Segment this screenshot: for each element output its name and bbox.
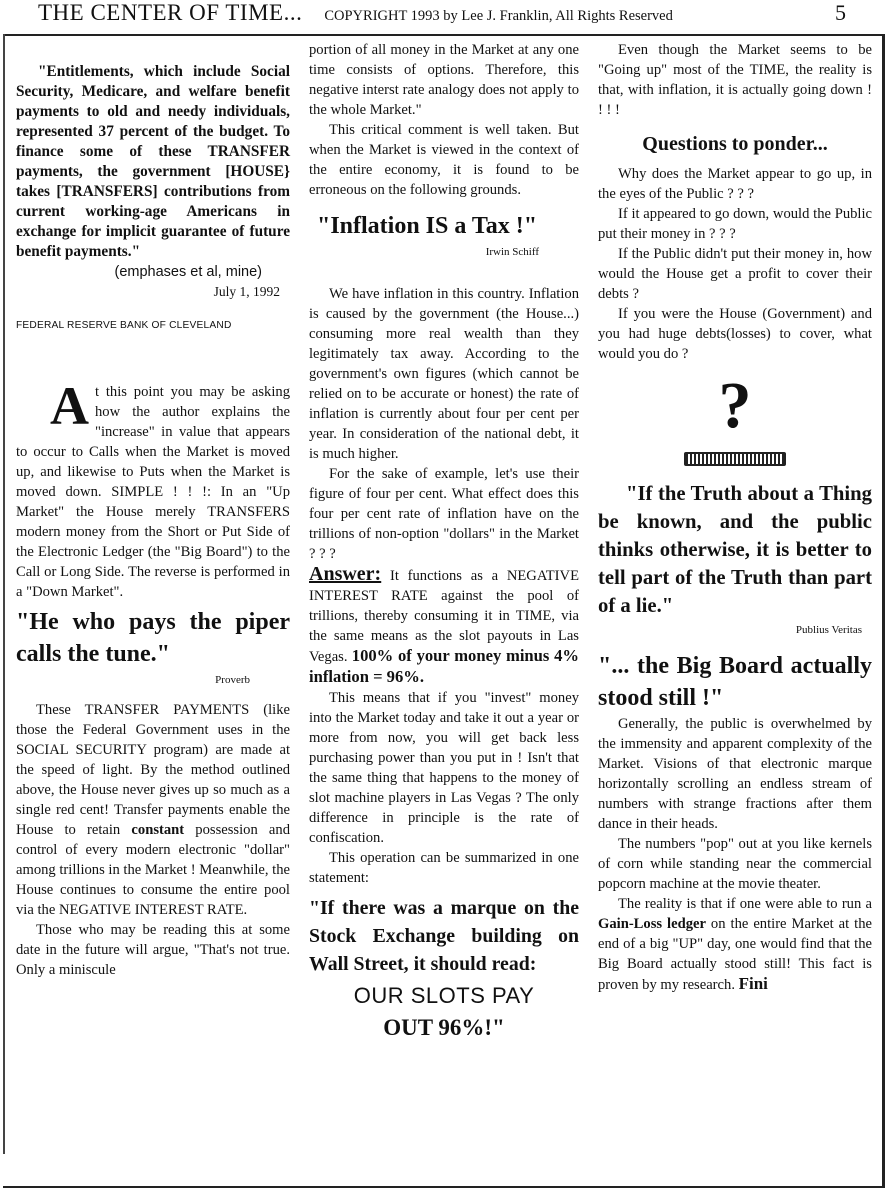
column-2 xyxy=(309,40,579,1044)
question-4: If you were the House (Government) and you had huge debts(losses) to cover, what would you do ? xyxy=(598,306,872,362)
marque-quote: "If there was a marque on the Stock Exchange building on Wall Street, it should read: xyxy=(309,897,579,975)
reality-text-a: The reality is that if one were able to run a xyxy=(618,896,872,912)
truth-attribution: Publius Veritas xyxy=(795,624,862,636)
question-2: If it appeared to go down, would the Public put their money in ? ? ? xyxy=(598,206,872,242)
piper-attribution: Proverb xyxy=(215,674,250,686)
copyright-notice: COPYRIGHT 1993 by Lee J. Franklin, All Rights Reserved xyxy=(324,8,673,24)
entitlements-quote: "Entitlements, which include Social Security, Medicare, and welfare benefit payments to old and needy individuals, represented 37 percent of the budget. To finance some of these TRANSFER payments, the government [HOUSE} takes [TRANSFERS] contributions from current working-age Americans in exchange for implicit guarantee of future benefit payments." xyxy=(16,63,290,260)
reality-paragraph xyxy=(598,894,872,995)
answer-paragraph xyxy=(309,564,579,688)
popcorn-paragraph: The numbers "pop" out at you like kernels of corn while standing near the commercial popcorn machine at the movie theater. xyxy=(598,836,872,892)
transfer-text-bold: constant xyxy=(131,822,185,838)
summary-paragraph: This operation can be summarized in one statement: xyxy=(309,850,579,886)
truth-quote: "If the Truth about a Thing be known, and the public thinks otherwise, it is better to tell part of the Truth than part of a lie." xyxy=(598,483,872,617)
slots-line-2: OUT 96%!" xyxy=(383,1015,505,1040)
publication-title: THE CENTER OF TIME... xyxy=(38,0,303,25)
decorative-bar xyxy=(684,452,786,466)
intro-paragraph-block xyxy=(16,376,290,602)
answer-text: It functions as a NEGATIVE INTEREST RATE against the pool of trillions, thereby consuming it in TIME, via the same means as the slot payouts in Las Vegas. xyxy=(309,568,579,665)
options-paragraph: portion of all money in the Market at any one time consists of options. Therefore, this negative interst rate analogy does not apply to the whole Market." xyxy=(309,42,579,118)
transfer-text-c: possession and control of every modern electronic "dollar" among trillions in the Market ! Meanwhile, the House continues to consume the entire pool via the NEGATIVE INTEREST RATE. xyxy=(16,822,290,918)
question-1: Why does the Market appear to go up, in the eyes of the Public ? ? ? xyxy=(598,166,872,202)
drop-cap: A xyxy=(50,376,89,436)
answer-bold: 100% of your money minus 4% inflation = 96%. xyxy=(309,646,579,686)
critical-comment-paragraph: This critical comment is well taken. But when the Market is viewed in the context of the entire economy, it is found to be erroneous on the following grounds. xyxy=(309,122,579,198)
column-1 xyxy=(16,40,290,980)
fini-mark: Fini xyxy=(738,974,768,993)
big-board-heading: "... the Big Board actually stood still !" xyxy=(598,653,872,711)
quote-date: July 1, 1992 xyxy=(213,284,280,299)
answer-label: Answer: xyxy=(309,563,382,585)
example-paragraph: For the sake of example, let's use their figure of four per cent. What effect does this four per cent rate of inflation have on the trillions of non-option "dollars" in the Market ? ? ? xyxy=(309,466,579,562)
quote-source: FEDERAL RESERVE BANK OF CLEVELAND xyxy=(16,320,232,331)
inflation-paragraph: We have inflation in this country. Inflation is caused by the government (the House...) consuming more real wealth than they legitimately tax away. According to the government's own figures (which cannot be relied on to be accurate or honest) the rate of inflation is currently about four per cent per year. In consideration of the national debt, it is much higher. xyxy=(309,286,579,462)
intro-paragraph: t this point you may be asking how the author explains the "increase" in value that appears to occur to Calls when the Market is moved up, and likewise to Puts when the Market is moved down. SIMPLE ! ! !: In an "Up Market" the House merely TRANSFERS modern money from the Short or Put Side of the Electronic Ledger (the "Big Board") to the Call or Long Side. The reverse is performed in a "Down Market". xyxy=(16,384,290,600)
emphases-note: (emphases et al, mine) xyxy=(114,264,262,280)
piper-heading: "He who pays the piper calls the tune." xyxy=(16,609,290,667)
transfer-payments-paragraph xyxy=(16,700,290,920)
overwhelmed-paragraph: Generally, the public is overwhelmed by the immensity and apparent complexity of the Market. Visions of that electronic marque horizontally scrolling an endless stream of numbers with strange fractions after them dance in their heads. xyxy=(598,716,872,832)
reality-text-c: on the entire Market at the end of a big "UP" day, one would find that the Big Board actually stood still! This fact is proven by my research. xyxy=(598,916,872,993)
going-up-paragraph: Even though the Market seems to be "Going up" most of the TIME, the reality is that, with inflation, it is actually going down ! ! ! ! xyxy=(598,42,872,118)
page-header xyxy=(10,0,876,30)
inflation-heading: "Inflation IS a Tax !" xyxy=(317,213,538,239)
future-readers-paragraph: Those who may be reading this at some date in the future will argue, "That's not true. Only a miniscule xyxy=(16,922,290,978)
frame-left-rule xyxy=(3,34,5,1154)
column-3 xyxy=(598,40,872,995)
inflation-attribution: Irwin Schiff xyxy=(485,246,539,258)
question-mark-icon: ? xyxy=(718,369,752,442)
question-3: If the Public didn't put their money in, how would the House get a profit to cover their debts ? xyxy=(598,246,872,302)
transfer-text-a: These TRANSFER PAYMENTS (like those the Federal Government uses in the SOCIAL SECURITY program) are made at the speed of light. By the method outlined above, the House never gives up so much as a single red cent! Transfer payments enable the House to retain xyxy=(16,702,290,838)
invest-paragraph: This means that if you "invest" money into the Market today and take it out a year or more from now, you will get back less purchasing power than you put in ! Isn't that the same thing that happens to the money of slot machine players in Las Vegas ? The only difference in principle is the rate of confiscation. xyxy=(309,690,579,846)
page-number: 5 xyxy=(835,0,846,25)
slots-line-1: OUR SLOTS PAY xyxy=(353,983,535,1008)
gain-loss-ledger: Gain-Loss ledger xyxy=(598,916,706,932)
ponder-heading: Questions to ponder... xyxy=(642,133,828,155)
